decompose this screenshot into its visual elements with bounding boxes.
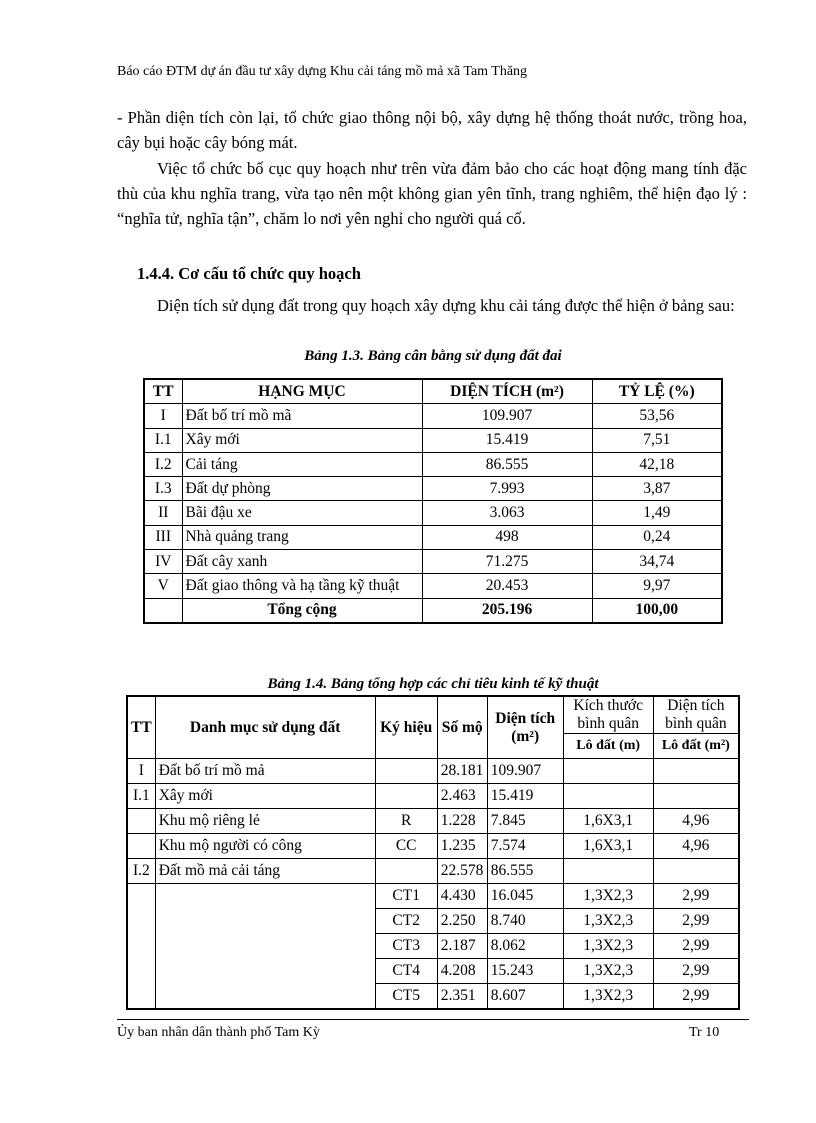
cell-area: 8.740: [487, 909, 563, 934]
cell-tt: IV: [144, 550, 182, 574]
cell-avg-area: [653, 759, 739, 784]
cell-area: 3.063: [422, 501, 592, 525]
cell-area: 7.845: [487, 809, 563, 834]
cell-size: 1,3X2,3: [563, 884, 653, 909]
cell-avg-area: 2,99: [653, 984, 739, 1010]
table-row: [144, 452, 722, 476]
cell-tt: II: [144, 501, 182, 525]
cell-size: 1,3X2,3: [563, 909, 653, 934]
cell-avg-area: [653, 859, 739, 884]
table-row: [144, 550, 722, 574]
cell-item: Xây mới: [182, 428, 422, 452]
table-header-row: [127, 696, 739, 734]
cell-avg-area: 2,99: [653, 934, 739, 959]
table-row: [144, 525, 722, 549]
cell-symbol: CT1: [375, 884, 437, 909]
cell-area: 71.275: [422, 550, 592, 574]
cell-category: Khu mộ người có công: [155, 834, 375, 859]
cell-ratio: 34,74: [592, 550, 722, 574]
cell-size: 1,6X3,1: [563, 834, 653, 859]
cell-tt: I.3: [144, 477, 182, 501]
paragraph-remaining-area: - Phần diện tích còn lại, tổ chức giao thông nội bộ, xây dựng hệ thống thoát nước, trồng hoa, cây bụi hoặc cây bóng mát.: [117, 108, 747, 152]
header-tt: TT: [127, 696, 155, 759]
table-row: [127, 784, 739, 809]
cell-graves: 4.430: [437, 884, 487, 909]
table-row: [144, 501, 722, 525]
table-row: [127, 884, 739, 909]
cell-item-total: Tổng cộng: [182, 598, 422, 623]
header-ratio: TỶ LỆ (%): [592, 379, 722, 404]
table2-caption: Bảng 1.4. Bảng tổng hợp các chỉ tiêu kinh tế kỹ thuật: [267, 676, 599, 692]
table1-caption: Bảng 1.3. Bảng cân bằng sử dụng đất đai: [304, 348, 562, 364]
header-tt: TT: [144, 379, 182, 404]
cell-graves: 22.578: [437, 859, 487, 884]
header-item: HẠNG MỤC: [182, 379, 422, 404]
table-row: [144, 428, 722, 452]
cell-tt: [127, 834, 155, 859]
cell-tt: I.2: [144, 452, 182, 476]
cell-avg-area: 4,96: [653, 809, 739, 834]
header-avg-area-bottom: Lô đất (m²): [653, 734, 739, 759]
cell-size: [563, 759, 653, 784]
cell-graves: 2.351: [437, 984, 487, 1010]
header-graves: Số mộ: [437, 696, 487, 759]
cell-area-total: 205.196: [422, 598, 592, 623]
cell-tt: III: [144, 525, 182, 549]
cell-category: Đất bố trí mồ mả: [155, 759, 375, 784]
page-header: Báo cáo ĐTM dự án đầu tư xây dựng Khu cải táng mồ mả xã Tam Thăng: [117, 64, 528, 79]
cell-symbol: [375, 759, 437, 784]
cell-item: Đất cây xanh: [182, 550, 422, 574]
cell-item: Nhà quảng trang: [182, 525, 422, 549]
cell-category: Khu mộ riêng lẻ: [155, 809, 375, 834]
header-symbol: Ký hiệu: [375, 696, 437, 759]
total-row: [144, 598, 722, 623]
cell-area: 15.419: [422, 428, 592, 452]
footer-divider: [117, 1019, 749, 1020]
cell-symbol: CT2: [375, 909, 437, 934]
cell-category: Xây mới: [155, 784, 375, 809]
paragraph-layout: Việc tổ chức bố cục quy hoạch như trên vừa đảm bảo cho các hoạt động mang tính đặc thù của khu nghĩa trang, vừa tạo nên một không gian yên tĩnh, trang nghiêm, thể hiện đạo lý : “nghĩa tử, nghĩa tận”, chăm lo nơi yên nghỉ cho người quá cố.: [117, 159, 747, 228]
cell-ratio-total: 100,00: [592, 598, 722, 623]
cell-area: 7.993: [422, 477, 592, 501]
cell-symbol: CT3: [375, 934, 437, 959]
cell-item: Đất giao thông và hạ tầng kỹ thuật: [182, 574, 422, 598]
cell-symbol: CT5: [375, 984, 437, 1010]
header-area: DIỆN TÍCH (m²): [422, 379, 592, 404]
table-row: [127, 809, 739, 834]
cell-area: 15.243: [487, 959, 563, 984]
cell-area: 8.062: [487, 934, 563, 959]
cell-graves: 1.228: [437, 809, 487, 834]
technical-indicators-table: [126, 695, 740, 1010]
cell-avg-area: 2,99: [653, 959, 739, 984]
cell-ratio: 9,97: [592, 574, 722, 598]
header-avg-area-top: Diện tích bình quân: [653, 696, 739, 734]
cell-ratio: 3,87: [592, 477, 722, 501]
table-row: [127, 834, 739, 859]
cell-symbol: CC: [375, 834, 437, 859]
table-header-row: [144, 379, 722, 404]
cell-avg-area: [653, 784, 739, 809]
cell-graves: 2.250: [437, 909, 487, 934]
cell-tt: I.1: [127, 784, 155, 809]
cell-area: 109.907: [487, 759, 563, 784]
cell-graves: 2.463: [437, 784, 487, 809]
cell-item: Cải táng: [182, 452, 422, 476]
cell-symbol: [375, 859, 437, 884]
cell-item: Bãi đậu xe: [182, 501, 422, 525]
table-row: [144, 404, 722, 428]
cell-graves: 28.181: [437, 759, 487, 784]
cell-size: 1,3X2,3: [563, 984, 653, 1010]
cell-category: [155, 884, 375, 1010]
cell-tt: I.1: [144, 428, 182, 452]
cell-area: 109.907: [422, 404, 592, 428]
cell-tt: I.2: [127, 859, 155, 884]
cell-area: 15.419: [487, 784, 563, 809]
cell-area: 498: [422, 525, 592, 549]
cell-ratio: 1,49: [592, 501, 722, 525]
cell-size: 1,3X2,3: [563, 959, 653, 984]
header-size-top: Kích thước bình quân: [563, 696, 653, 734]
cell-graves: 2.187: [437, 934, 487, 959]
cell-avg-area: 4,96: [653, 834, 739, 859]
header-category: Danh mục sử dụng đất: [155, 696, 375, 759]
cell-area: 7.574: [487, 834, 563, 859]
header-area: Diện tích (m²): [487, 696, 563, 759]
cell-size: 1,6X3,1: [563, 809, 653, 834]
cell-graves: 4.208: [437, 959, 487, 984]
paragraph-land-use: Diện tích sử dụng đất trong quy hoạch xây dựng khu cải táng được thể hiện ở bảng sau:: [157, 296, 735, 315]
header-size-bottom: Lô đất (m): [563, 734, 653, 759]
cell-ratio: 0,24: [592, 525, 722, 549]
cell-area: 20.453: [422, 574, 592, 598]
cell-category: Đất mồ mả cải táng: [155, 859, 375, 884]
footer-left: Ủy ban nhân dân thành phố Tam Kỳ: [117, 1025, 320, 1040]
cell-symbol: [375, 784, 437, 809]
cell-symbol: R: [375, 809, 437, 834]
cell-size: 1,3X2,3: [563, 934, 653, 959]
cell-size: [563, 784, 653, 809]
section-heading: 1.4.4. Cơ cấu tổ chức quy hoạch: [137, 264, 361, 283]
land-balance-table: [143, 378, 723, 624]
cell-tt: [127, 884, 155, 1010]
cell-tt: I: [144, 404, 182, 428]
cell-symbol: CT4: [375, 959, 437, 984]
cell-size: [563, 859, 653, 884]
cell-avg-area: 2,99: [653, 909, 739, 934]
table-row: [127, 759, 739, 784]
page-number: Tr 10: [689, 1025, 720, 1040]
table-row: [127, 859, 739, 884]
cell-ratio: 7,51: [592, 428, 722, 452]
cell-avg-area: 2,99: [653, 884, 739, 909]
table-row: [144, 477, 722, 501]
cell-ratio: 53,56: [592, 404, 722, 428]
cell-area: 8.607: [487, 984, 563, 1010]
cell-tt: I: [127, 759, 155, 784]
table-row: [144, 574, 722, 598]
cell-area: 86.555: [487, 859, 563, 884]
cell-area: 86.555: [422, 452, 592, 476]
cell-tt: [127, 809, 155, 834]
cell-area: 16.045: [487, 884, 563, 909]
cell-tt-total: [144, 598, 182, 623]
cell-graves: 1.235: [437, 834, 487, 859]
cell-item: Đất dự phòng: [182, 477, 422, 501]
cell-ratio: 42,18: [592, 452, 722, 476]
cell-tt: V: [144, 574, 182, 598]
cell-item: Đất bố trí mồ mã: [182, 404, 422, 428]
